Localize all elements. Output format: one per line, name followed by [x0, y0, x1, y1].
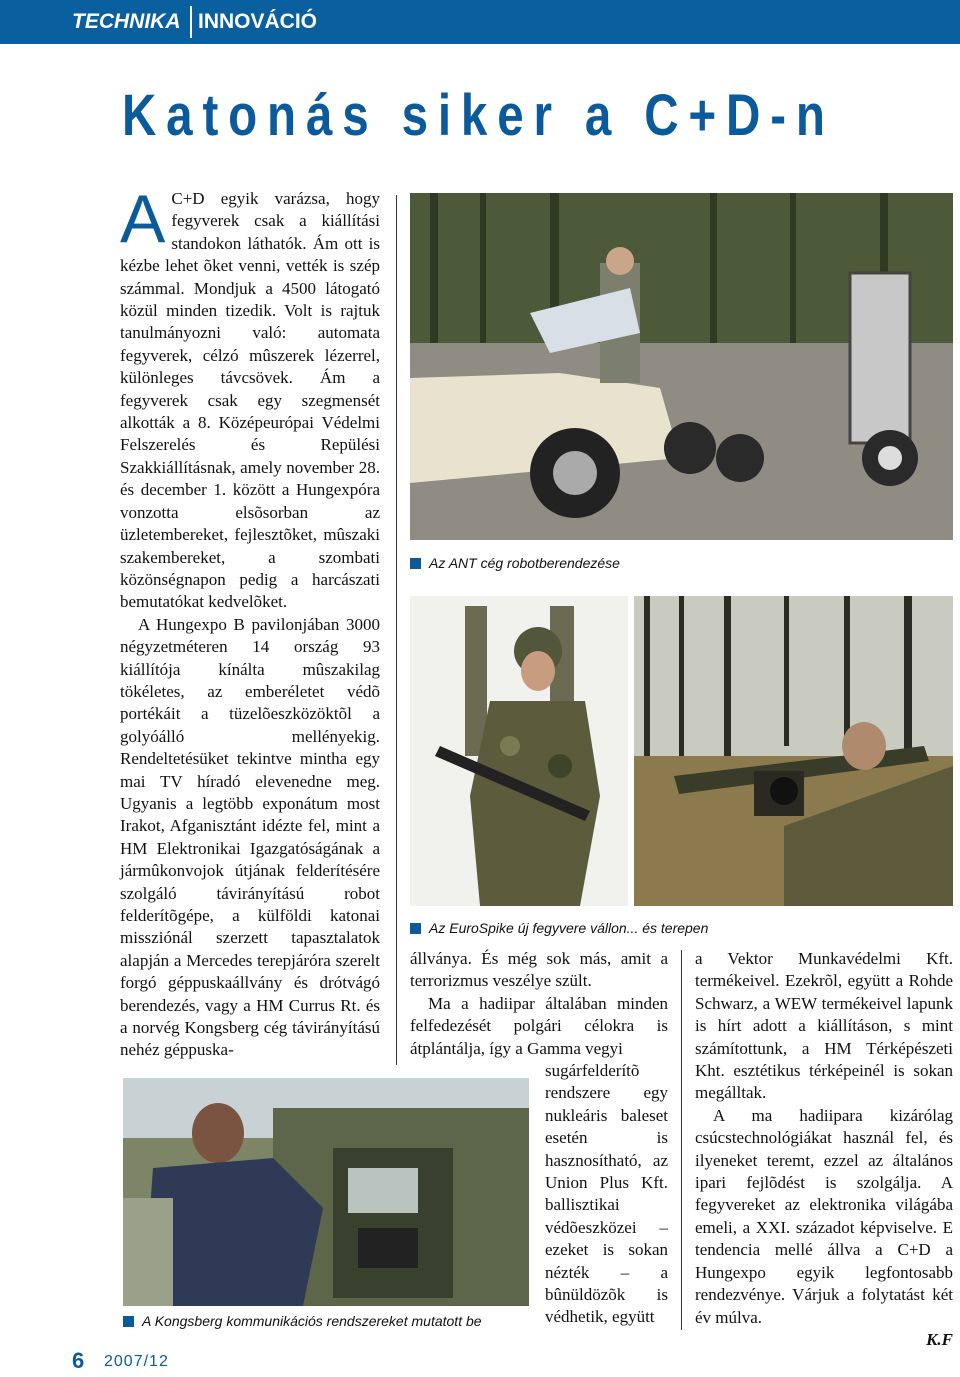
subsection-label: INNOVÁCIÓ	[198, 10, 318, 33]
paragraph: a Vektor Munkavédelmi Kft. termékeivel. Ezekrõl, együtt a Rohde Schwarz, a WEW termékeivel lapunk is hírt adott a kiállításon, s mint számítottunk, a HM Térképészeti Kht. esztétikus térképeinél is sokan megálltak.	[695, 949, 953, 1103]
column-divider	[396, 195, 397, 1065]
photo-kongsberg	[123, 1078, 529, 1306]
article-column-2-wrap	[545, 1060, 668, 1329]
caption-marker	[410, 558, 421, 569]
caption-kongsberg	[123, 1313, 482, 1329]
column-divider	[681, 950, 682, 1330]
paragraph: C+D egyik varázsa, hogy fegyverek csak a kiállítási standokon láthatók. Ám ott is kézbe lehet õket venni, vették is szép számmal. Mondjuk a 4500 látogató közül minden tizedik. Volt is rajtuk tanulmányozni való: automata fegyverek, célzó mûszerek lézerrel, különleges távcsövek. Ám a fegyverek csak egy szegmensét alkották a 8. Középeurópai Védelmi Felszerelés és Repülési Szakkiállításnak, amely november 28. és december 1. között a Hungexpóra vonzotta elsõsorban az üzletembereket, fejlesztõket, mûszaki szakembereket, a szombati közönségnapon pedig a harcászati bemutatókat kedvelõket.	[120, 189, 380, 612]
terrain-photo-image	[634, 596, 953, 906]
article-column-1	[120, 181, 380, 1062]
header-divider	[190, 6, 192, 38]
section-label: TECHNIKA	[72, 10, 181, 33]
photo-soldier-shoulder	[410, 596, 628, 906]
caption-text: Az ANT cég robotberendezése	[429, 555, 620, 571]
photo-robot	[410, 193, 953, 540]
paragraph: Ma a hadiipar általában minden felfedezését polgári célokra is átplántálja, így a Gamma vegyi	[410, 993, 668, 1058]
caption-robot	[410, 555, 620, 571]
author-signature: K.F	[926, 1329, 953, 1349]
caption-text: A Kongsberg kommunikációs rendszereket mutatott be	[142, 1313, 482, 1329]
caption-marker	[123, 1316, 134, 1327]
article-title: Katonás siker a C+D-n	[122, 83, 835, 148]
page-number: 6	[72, 1348, 85, 1373]
robot-photo-image	[410, 193, 953, 540]
paragraph: sugárfelderítõ rendszere egy nukleáris baleset esetén is hasznosítható, az Union Plus Kft. ballisztikai védõeszközei – ezeket is sokan nézték – a bûnüldözõk is védhetik, együtt	[545, 1061, 668, 1327]
drop-cap: A	[120, 181, 166, 257]
article-column-2	[410, 948, 668, 1060]
soldier-photo-image	[410, 596, 628, 906]
paragraph: A Hungexpo B pavilonjában 3000 négyzetméteren 14 ország 93 kiállítója kínálta mûszakilag tökéletes, az emberéletet védõ portékáit a tüzelõeszközöktõl a golyóálló mellényekig. Rendeltetésüket tekintve mintha egy mai TV híradó elevenedne meg. Ugyanis a legtöbb exponátum most Irakot, Afganisztánt idézte fel, mint a HM Elektronikai Igazgatóságának a jármûkonvojok útjának felderítésére szolgáló távirányítású robot felderítõgépe, a külföldi katonai missziónál szerzett tapasztalatok alapján a Mercedes terepjáróra szerelt forgó géppuskaállvány és drótvágó berendezés, vagy a HM Currus Rt. és a norvég Kongsberg cég távirányítású nehéz géppuska-	[120, 614, 380, 1060]
caption-eurospike	[410, 920, 708, 936]
paragraph: A ma hadiipara kizárólag csúcstechnológiákat használ fel, és ilyeneket teremt, ezzel az általános ipari fejlõdést is szolgálja. A fegyvereket az elektronika világába emeli, a XXI. századot képviselve. E tendencia mellé állva a C+D a Hungexpo egyik legfontosabb rendezvénye. Várjuk a folytatást két év múlva.	[695, 1105, 953, 1327]
photo-soldiers-terrain	[634, 596, 953, 906]
article-column-3	[695, 948, 953, 1351]
issue-date: 2007/12	[104, 1353, 169, 1370]
caption-text: Az EuroSpike új fegyvere vállon... és terepen	[429, 920, 709, 936]
paragraph: állványa. És még sok más, amit a terrorizmus veszélye szült.	[410, 949, 668, 991]
kongsberg-photo-image	[123, 1078, 529, 1306]
caption-marker	[410, 923, 421, 934]
